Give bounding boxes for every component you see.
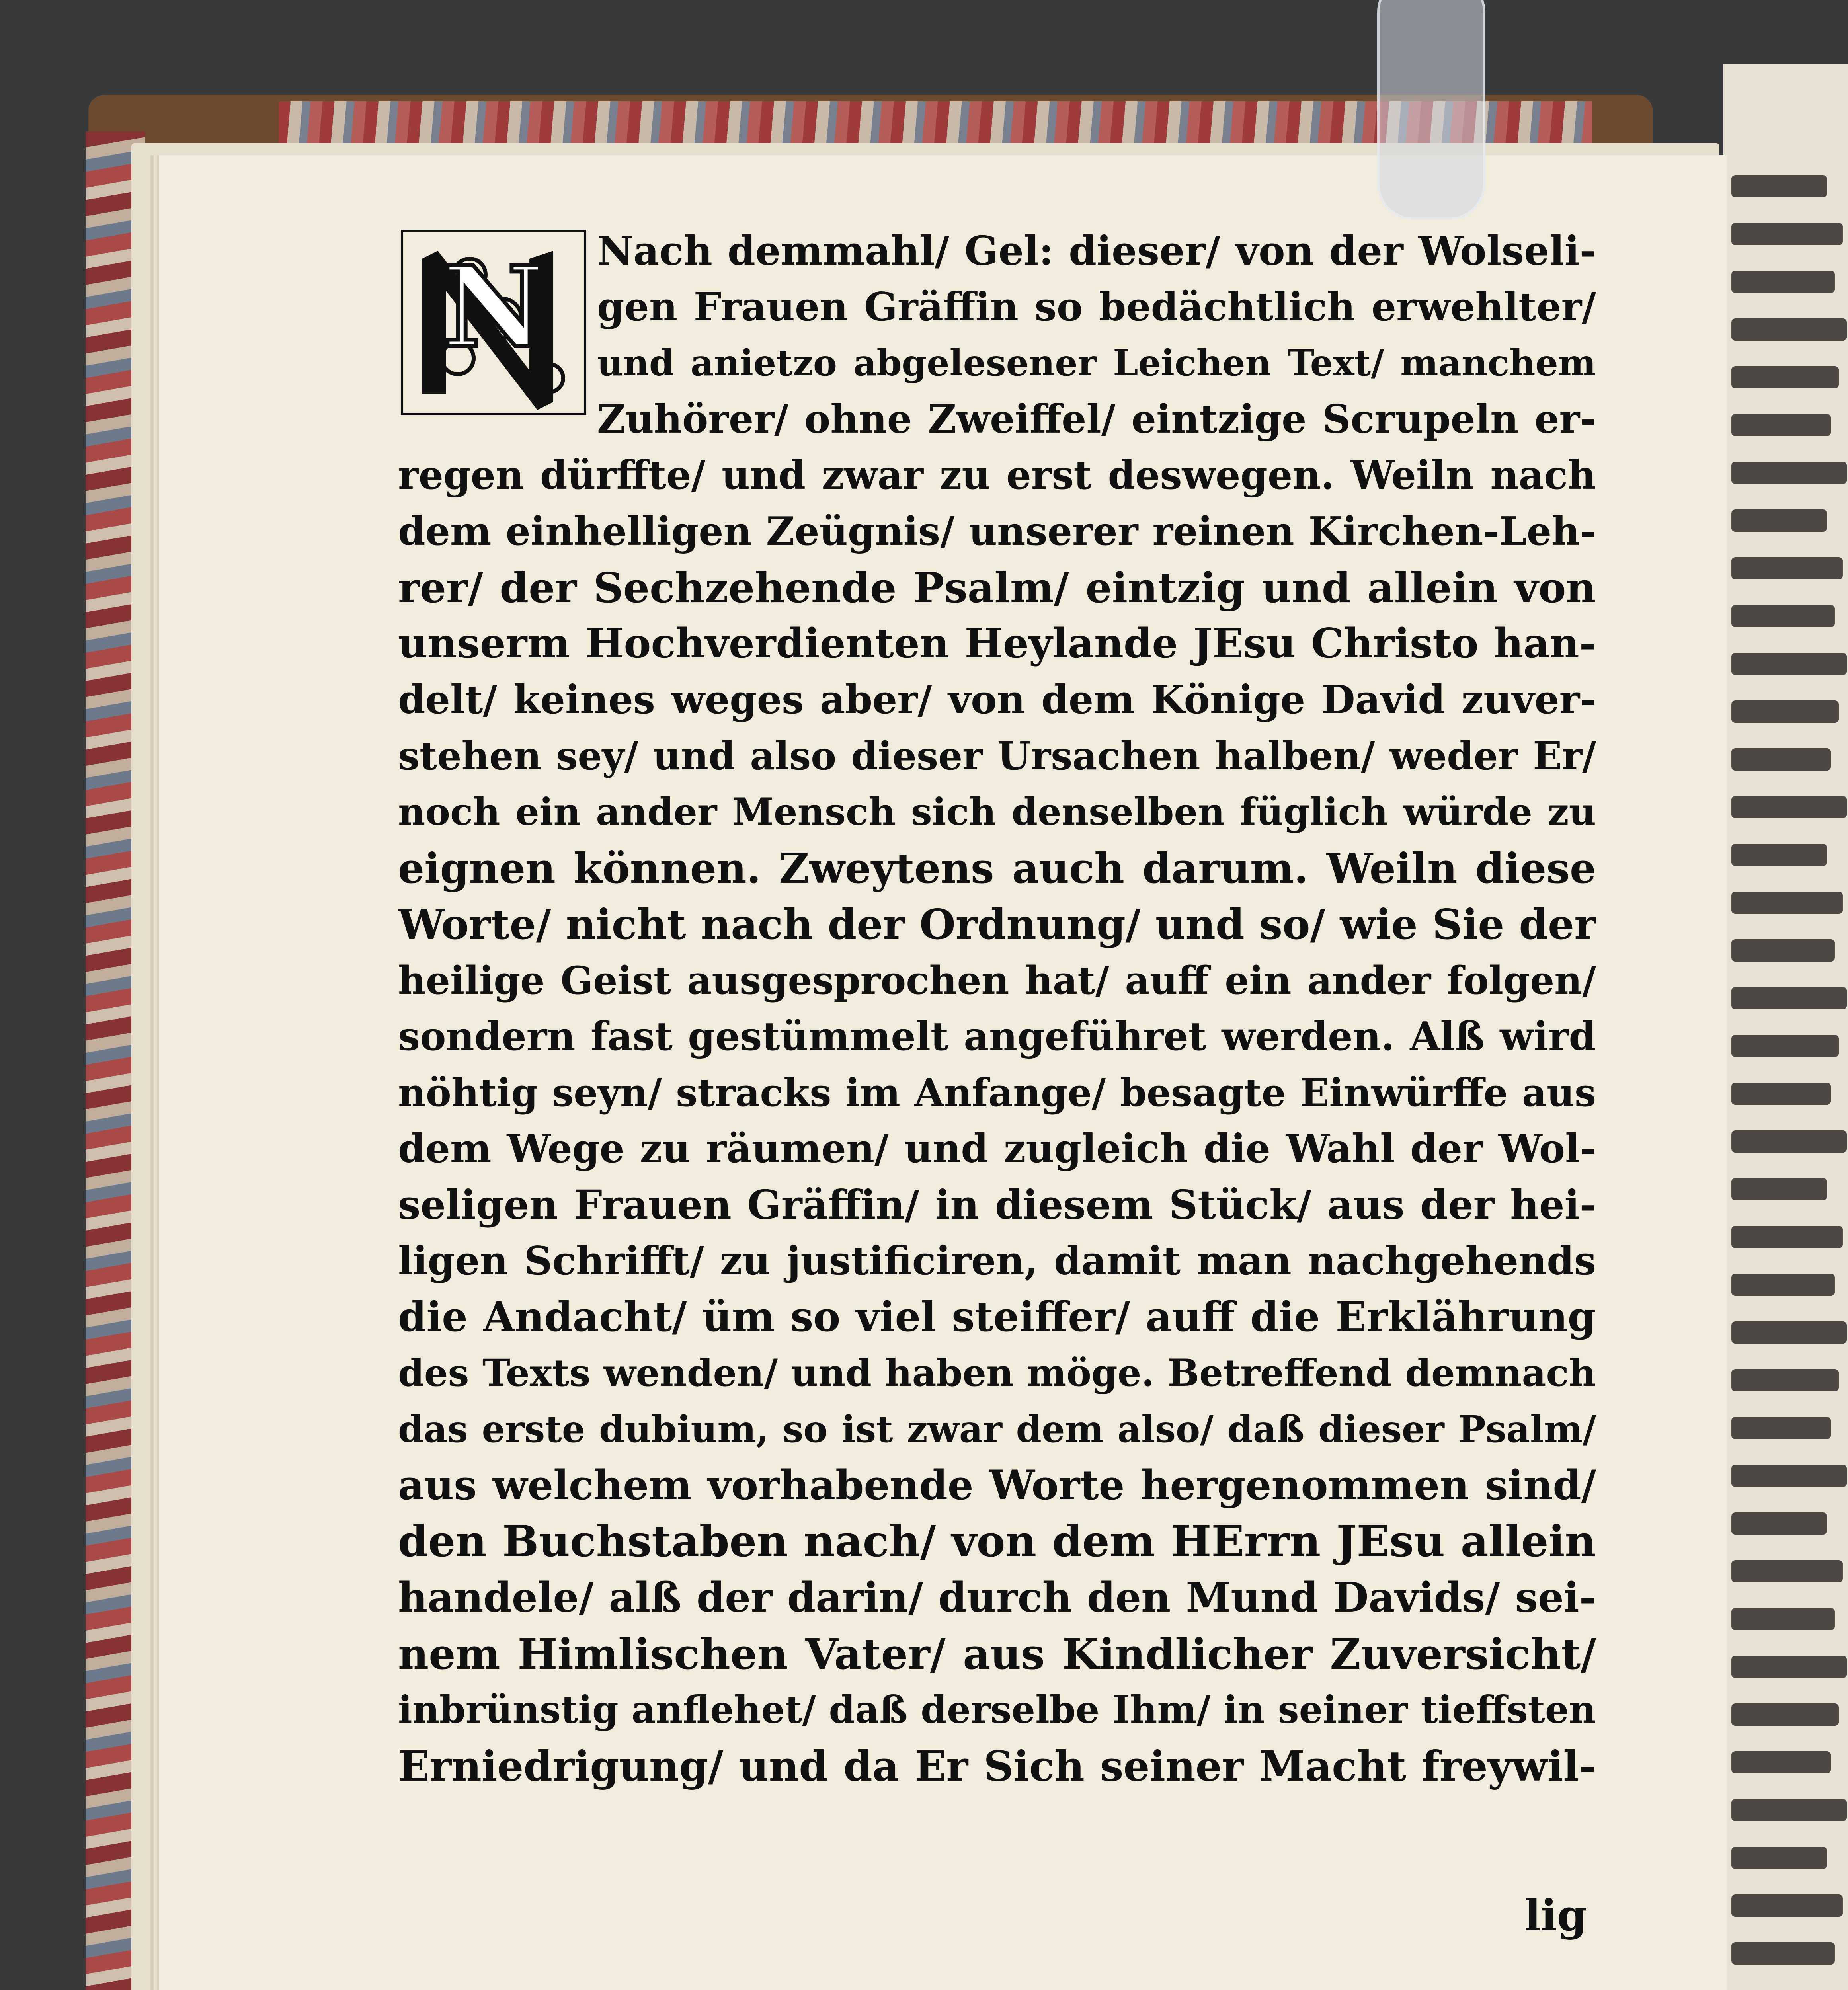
text-line: Erniedrigung/ und da Er Sich seiner Macht freywil-	[398, 1742, 1596, 1791]
text-line: dem Wege zu räumen/ und zugleich die Wahl der Wol-	[398, 1126, 1596, 1172]
text-line: dem einhelligen Zeügnis/ unserer reinen Kirchen-Leh-	[398, 509, 1596, 554]
text-line: seligen Frauen Gräffin/ in diesem Stück/ aus der hei-	[398, 1181, 1596, 1228]
text-line: und anietzo abgelesener Leichen Text/ manchem	[597, 342, 1596, 384]
text-line: nem Himlischen Vater/ aus Kindlicher Zuversicht/	[398, 1629, 1596, 1679]
text-line: gen Frauen Gräffin so bedächtlich erwehlter/	[597, 284, 1596, 330]
text-line: inbrünstig anflehet/ daß derselbe Ihm/ in seiner tieffsten	[398, 1688, 1596, 1732]
text-line: Zuhörer/ ohne Zweiffel/ eintzige Scrupeln er-	[597, 396, 1596, 442]
text-line: Nach demmahl/ Gel: dieser/ von der Wolseli-	[597, 227, 1596, 274]
text-line: den Buchstaben nach/ von dem HErrn JEsu allein	[398, 1516, 1596, 1567]
text-line: eignen können. Zweytens auch darum. Weiln diese	[398, 844, 1596, 893]
text-line: des Texts wenden/ und haben möge. Betreffend demnach	[398, 1351, 1596, 1395]
catchword: lig	[1524, 1890, 1587, 1941]
ornamental-initial	[398, 227, 589, 418]
text-line: aus welchem vorhabende Worte hergenommen sind/	[398, 1461, 1596, 1509]
text-line: delt/ keines weges aber/ von dem Könige David zuver-	[398, 677, 1596, 723]
text-line: rer/ der Sechzehende Psalm/ eintzig und allein von	[398, 563, 1596, 612]
text-line: die Andacht/ üm so viel steiffer/ auff die Erklährung	[398, 1293, 1596, 1341]
text-line: noch ein ander Mensch sich denselben füglich würde zu	[398, 790, 1596, 834]
text-line: regen dürffte/ und zwar zu erst deswegen. Weiln nach	[398, 453, 1596, 498]
svg-text:N: N	[443, 242, 544, 373]
text-line: sondern fast gestümmelt angeführet werden. Alß wird	[398, 1014, 1596, 1059]
text-line: handele/ alß der darin/ durch den Mund Davids/ sei-	[398, 1574, 1596, 1621]
body-text	[398, 223, 1596, 1794]
facing-page	[1723, 64, 1848, 1990]
page-clip-top	[1377, 0, 1485, 220]
text-line: das erste dubium, so ist zwar dem also/ daß dieser Psalm/	[398, 1408, 1596, 1451]
drop-cap-n-icon	[398, 227, 589, 418]
text-line: nöhtig seyn/ stracks im Anfange/ besagte Einwürffe aus	[398, 1070, 1596, 1115]
text-line: heilige Geist ausgesprochen hat/ auff ein ander folgen/	[398, 958, 1596, 1003]
text-line: stehen sey/ und also dieser Ursachen halben/ weder Er/	[398, 734, 1596, 778]
text-line: ligen Schrifft/ zu justificiren, damit man nachgehends	[398, 1238, 1596, 1284]
text-line: Worte/ nicht nach der Ordnung/ und so/ wie Sie der	[398, 900, 1596, 949]
text-line: unserm Hochverdienten Heylande JEsu Christo han-	[398, 620, 1596, 667]
